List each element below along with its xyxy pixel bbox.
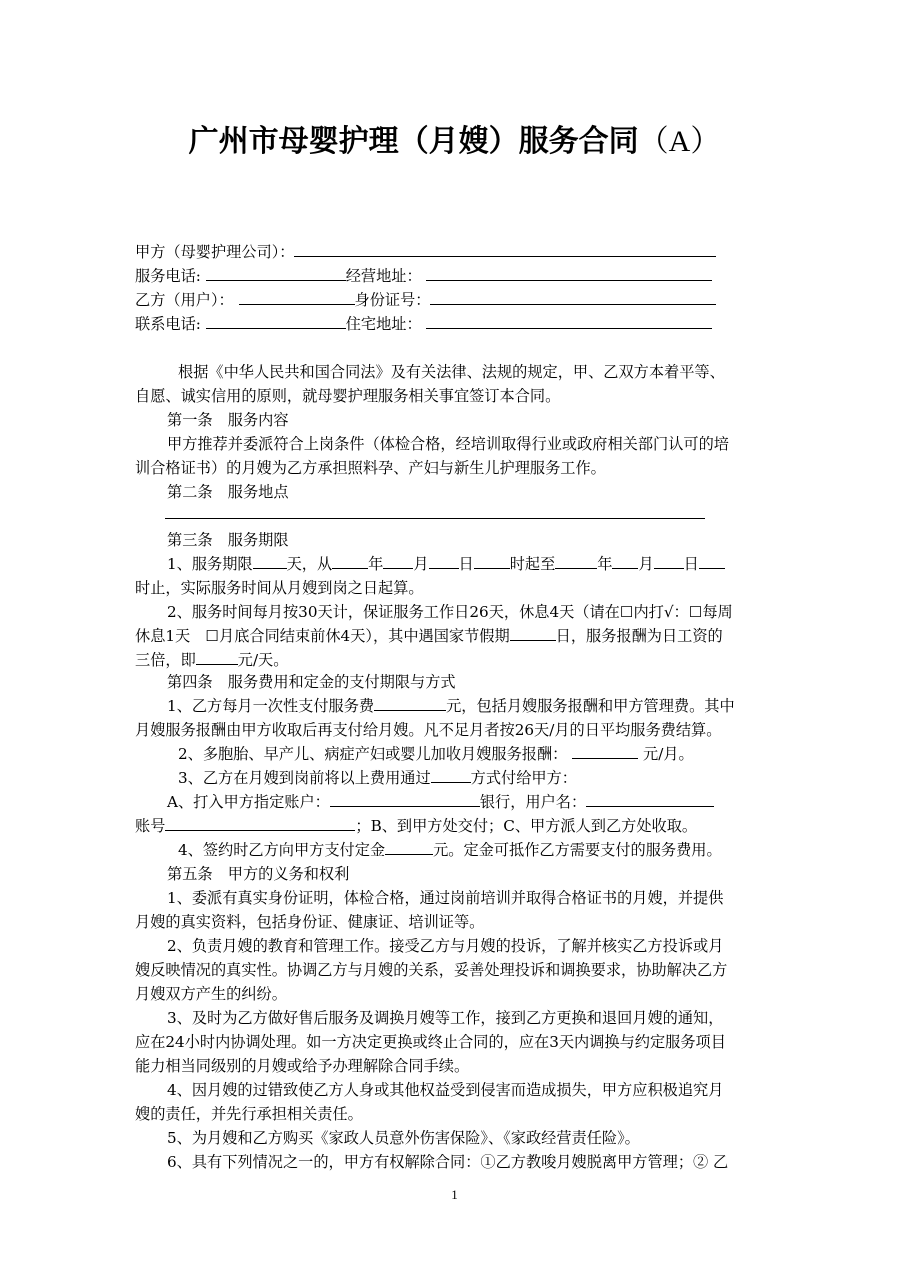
end-day-blank[interactable]	[654, 553, 684, 569]
service-fee-blank[interactable]	[374, 695, 446, 711]
bank-blank[interactable]	[330, 791, 480, 807]
article-3-clause-1-line-2: 时止，实际服务时间从月嫂到岗之日起算。	[135, 579, 424, 597]
article-5-clause-3-line-2: 应在24小时内协调处理。如一方决定更换或终止合同的，应在3天内调换与约定服务项目	[135, 1033, 726, 1051]
article-5-clause-4-line-1: 4、因月嫂的过错致使乙方人身或其他权益受到侵害而造成损失，甲方应积极追究月	[167, 1081, 724, 1099]
contract-title	[0, 122, 909, 162]
article-5-clause-4-line-2: 嫂的责任，并先行承担相关责任。	[135, 1105, 363, 1123]
article-5-clause-2-line-3: 月嫂双方产生的纠纷。	[135, 985, 287, 1003]
text: 元，包括月嫂服务报酬和甲方管理费。其中	[446, 697, 735, 715]
account-name-blank[interactable]	[586, 791, 714, 807]
article-3-clause-2-line-3	[135, 648, 288, 672]
text: 日	[683, 555, 699, 573]
text: 日	[458, 555, 474, 573]
party-a-label: 甲方（母婴护理公司）：	[135, 243, 295, 261]
start-hour-blank[interactable]	[474, 553, 510, 569]
article-4-clause-1-line-2: 月嫂服务报酬由甲方收取后再支付给月嫂。凡不足月者按26天/月的日平均服务费结算。	[135, 721, 722, 739]
start-year-blank[interactable]	[332, 553, 368, 569]
text: 年	[597, 555, 613, 573]
article-3-clause-2-line-1: 2、服务时间每月按30天计，保证服务工作日26天，休息4天（请在☐内打√：☐每周	[167, 603, 733, 621]
article-4-clause-3	[178, 766, 577, 790]
article-1-line-1: 甲方推荐并委派符合上岗条件（体检合格，经培训取得行业或政府相关部门认可的培	[167, 435, 729, 453]
preamble-line-2: 自愿、诚实信用的原则，就母婴护理服务相关事宜签订本合同。	[135, 387, 561, 405]
article-3-heading: 第三条 服务期限	[167, 531, 289, 549]
text: 元。定金可抵作乙方需要支付的服务费用。	[433, 841, 722, 859]
article-5-clause-2-line-1: 2、负责月嫂的教育和管理工作。接受乙方与月嫂的投诉，了解并核实乙方投诉或月	[167, 937, 724, 955]
preamble-line-1: 根据《中华人民共和国合同法》及有关法律、法规的规定，甲、乙双方本着平等、	[178, 363, 725, 381]
holiday-rate-blank[interactable]	[196, 649, 238, 665]
text: 1、乙方每月一次性支付服务费	[167, 697, 375, 715]
service-phone-line	[135, 264, 712, 288]
end-year-blank[interactable]	[555, 553, 597, 569]
id-number-blank[interactable]	[430, 289, 716, 305]
text: 时起至	[509, 555, 556, 573]
home-address-blank[interactable]	[426, 313, 712, 329]
article-1-heading: 第一条 服务内容	[167, 411, 289, 429]
article-3-clause-1	[167, 552, 725, 576]
business-address-blank[interactable]	[426, 265, 712, 281]
party-a-line	[135, 240, 716, 264]
party-b-line	[135, 288, 716, 312]
article-5-clause-1-line-2: 月嫂的真实资料，包括身份证、健康证、培训证等。	[135, 913, 485, 931]
text: 年	[368, 555, 384, 573]
text: 1、服务期限	[167, 555, 253, 573]
text: ；B、到甲方处交付；C、甲方派人到乙方处收取。	[355, 817, 698, 835]
end-month-blank[interactable]	[612, 553, 638, 569]
service-location-blank[interactable]	[165, 518, 705, 519]
title-suffix: （A）	[638, 125, 721, 158]
service-phone-blank[interactable]	[206, 265, 346, 281]
business-address-label: 经营地址：	[345, 267, 422, 285]
text: 3、乙方在月嫂到岗前将以上费用通过	[178, 769, 431, 787]
text: 元/天。	[237, 651, 289, 669]
contact-phone-line	[135, 312, 712, 336]
payment-method-blank[interactable]	[431, 767, 471, 783]
extra-fee-blank[interactable]	[572, 743, 638, 759]
holiday-days-blank[interactable]	[510, 625, 556, 641]
article-4-option-a	[167, 790, 714, 814]
text: A、打入甲方指定账户：	[167, 793, 330, 811]
text: 日，服务报酬为日工资的	[555, 627, 723, 645]
days-blank[interactable]	[253, 553, 287, 569]
start-day-blank[interactable]	[429, 553, 459, 569]
text: 月	[413, 555, 429, 573]
article-4-heading: 第四条 服务费用和定金的支付期限与方式	[167, 673, 456, 691]
deposit-blank[interactable]	[385, 839, 433, 855]
text: 月	[638, 555, 654, 573]
article-4-clause-2	[178, 742, 694, 766]
text: 方式付给甲方：	[470, 769, 577, 787]
text: 三倍，即	[135, 651, 196, 669]
article-4-account-line	[135, 814, 697, 838]
party-b-blank[interactable]	[239, 289, 355, 305]
article-1-line-2: 训合格证书）的月嫂为乙方承担照料孕、产妇与新生儿护理服务工作。	[135, 459, 606, 477]
article-5-clause-3-line-1: 3、及时为乙方做好售后服务及调换月嫂等工作，接到乙方更换和退回月嫂的通知，	[167, 1009, 724, 1027]
party-b-label: 乙方（用户）：	[135, 291, 234, 309]
page-number: 1	[451, 1187, 458, 1202]
text: 银行，用户名：	[479, 793, 587, 811]
contact-phone-label: 联系电话:	[135, 315, 201, 333]
text: 2、多胞胎、早产儿、病症产妇或婴儿加收月嫂服务报酬：	[178, 745, 568, 763]
contact-phone-blank[interactable]	[206, 313, 346, 329]
article-5-clause-2-line-2: 嫂反映情况的真实性。协调乙方与月嫂的关系，妥善处理投诉和调换要求，协助解决乙方	[135, 961, 728, 979]
article-4-clause-4	[178, 838, 722, 862]
text: 休息1天 ☐月底合同结束前休4天），其中遇国家节假期	[135, 627, 510, 645]
text: 账号	[135, 817, 166, 835]
article-5-heading: 第五条 甲方的义务和权利	[167, 865, 350, 883]
article-5-clause-6-line-1: 6、具有下列情况之一的，甲方有权解除合同：①乙方教唆月嫂脱离甲方管理；② 乙	[167, 1153, 729, 1171]
account-number-blank[interactable]	[165, 815, 355, 831]
start-month-blank[interactable]	[383, 553, 413, 569]
article-4-clause-1	[167, 694, 735, 718]
id-number-label: 身份证号：	[354, 291, 431, 309]
home-address-label: 住宅地址：	[345, 315, 422, 333]
article-5-clause-3-line-3: 能力相当同级别的月嫂或给予办理解除合同手续。	[135, 1057, 470, 1075]
end-hour-blank[interactable]	[699, 553, 725, 569]
text: 4、签约时乙方向甲方支付定金	[178, 841, 386, 859]
text: 天，从	[286, 555, 333, 573]
article-5-clause-5-line-1: 5、为月嫂和乙方购买《家政人员意外伤害保险》、《家政经营责任险》。	[167, 1129, 640, 1147]
article-2-heading: 第二条 服务地点	[167, 483, 289, 501]
party-a-blank[interactable]	[294, 241, 716, 257]
article-5-clause-1-line-1: 1、委派有真实身份证明，体检合格，通过岗前培训并取得合格证书的月嫂，并提供	[167, 889, 724, 907]
text: 元/月。	[643, 745, 694, 763]
article-3-clause-2-line-2	[135, 624, 723, 648]
title-main: 广州市母婴护理（月嫂）服务合同	[188, 124, 639, 159]
service-phone-label: 服务电话:	[135, 267, 201, 285]
